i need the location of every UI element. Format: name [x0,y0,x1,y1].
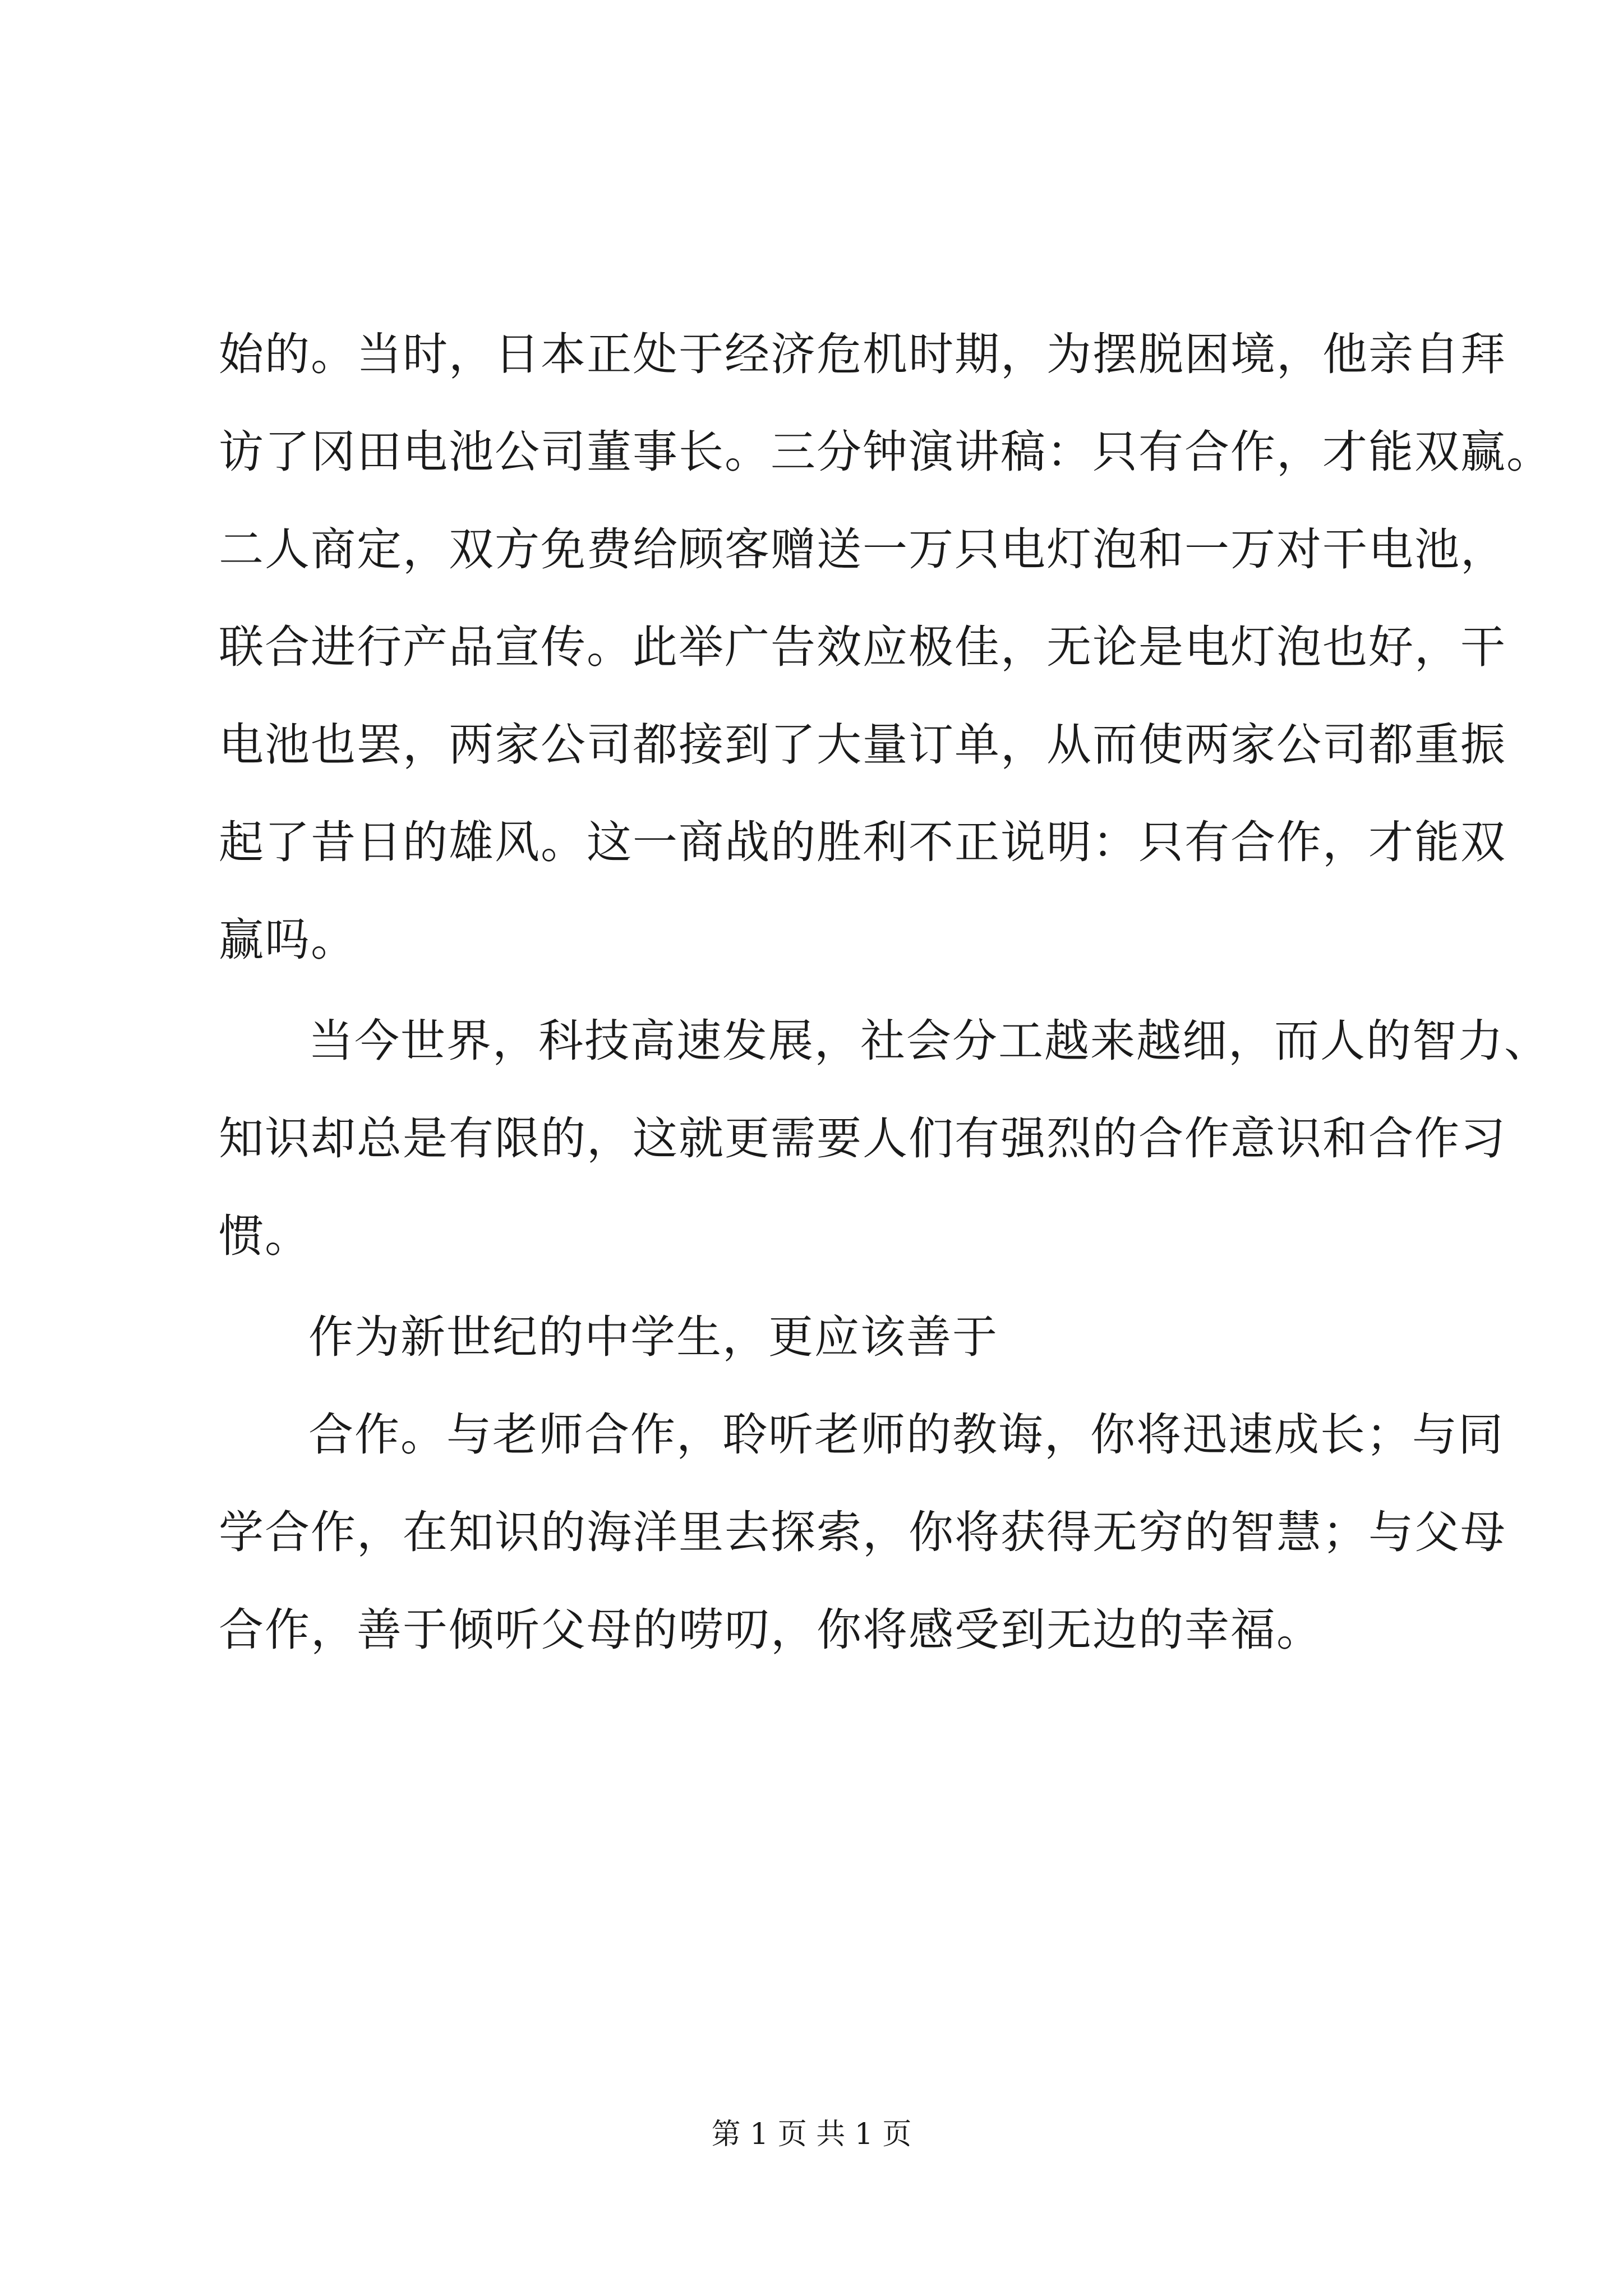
text-line: 始的。当时，日本正处于经济危机时期，为摆脱困境，他亲自拜 [219,328,1506,380]
text-line: 学合作，在知识的海洋里去探索，你将获得无穷的智慧；与父母 [219,1506,1506,1558]
paragraph-start-line: 合作。与老师合作，聆听老师的教诲，你将迅速成长；与同 [308,1409,1504,1461]
text-line: 合作，善于倾听父母的唠叨，你将感受到无边的幸福。 [219,1604,1322,1656]
document-body [219,306,1552,1679]
paragraph-start-line: 作为新世纪的中学生，更应该善于 [308,1311,998,1363]
text-line: 赢吗。 [219,914,357,966]
text-line: 电池也罢，两家公司都接到了大量订单，从而使两家公司都重振 [219,719,1506,771]
text-line: 起了昔日的雄风。这一商战的胜利不正说明：只有合作，才能双 [219,816,1506,868]
text-line: 访了冈田电池公司董事长。三分钟演讲稿：只有合作，才能双赢。 [219,426,1552,478]
text-line: 知识却总是有限的，这就更需要人们有强烈的合作意识和合作习 [219,1112,1506,1165]
text-line: 惯。 [219,1210,311,1262]
text-line: 二人商定，双方免费给顾客赠送一万只电灯泡和一万对干电池， [219,523,1506,576]
page-number-footer: 第 1 页 共 1 页 [711,2118,912,2151]
paragraph-start-line: 当今世界，科技高速发展，社会分工越来越细，而人的智力、 [308,1015,1550,1067]
text-line: 联合进行产品宣传。此举广告效应极佳，无论是电灯泡也好，干 [219,621,1506,673]
